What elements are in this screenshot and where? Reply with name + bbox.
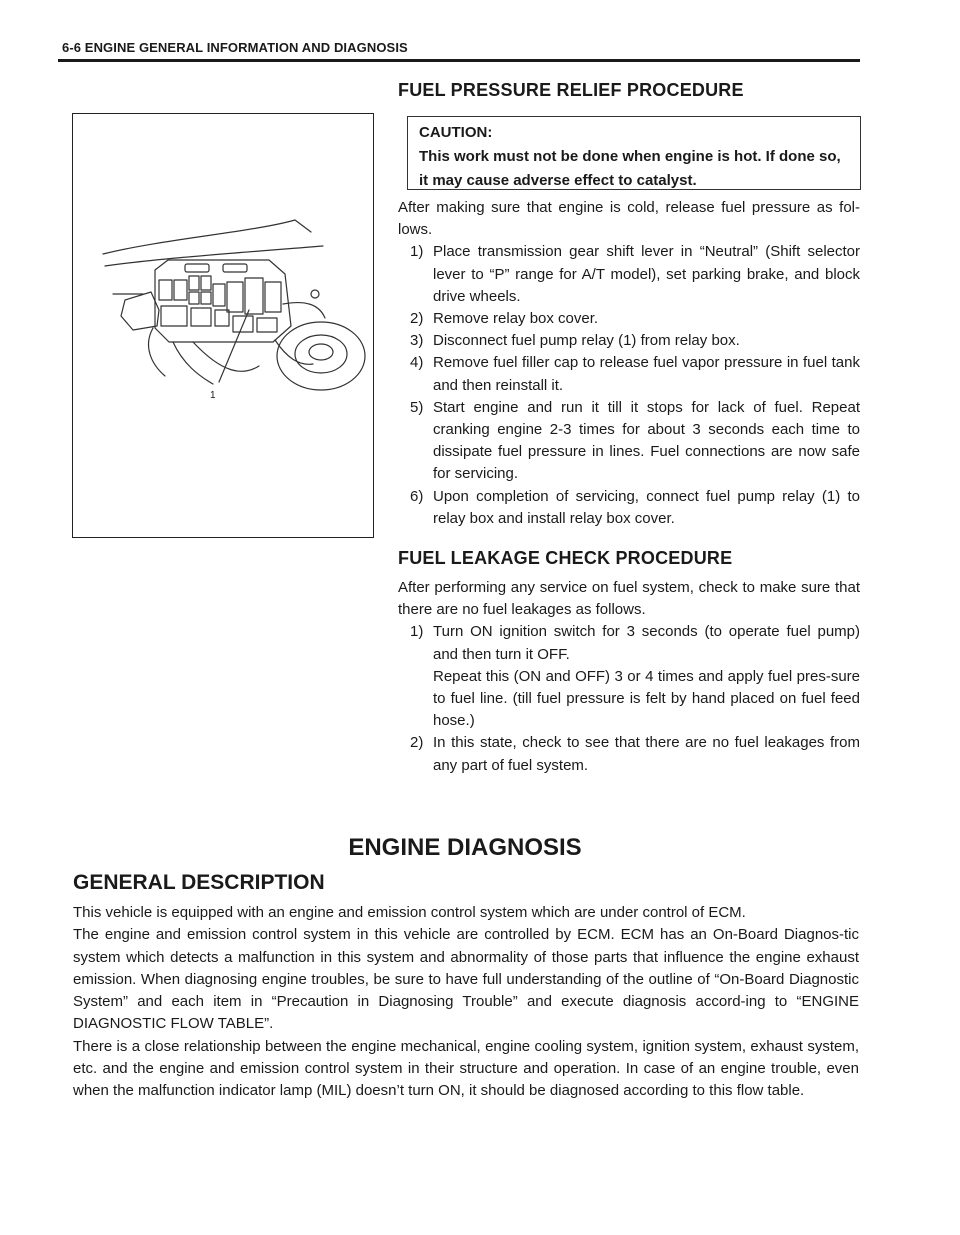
relay-box-figure	[72, 113, 374, 538]
caution-text: This work must not be done when engine is hot. If done so, it may cause adverse effect to catalyst.	[419, 148, 841, 189]
general-description-body	[73, 902, 859, 1103]
header-rule	[58, 59, 860, 62]
list-item: 1) Place transmission gear shift lever in “Neutral” (Shift selector lever to “P” range for A/T model), set parking brake, and block drive wheels.	[410, 243, 860, 305]
relief-intro: After making sure that engine is cold, release fuel pressure as fol-lows.	[398, 199, 860, 239]
paragraph: This vehicle is equipped with an engine and emission control system which are under control of ECM.	[73, 904, 746, 921]
paragraph: The engine and emission control system in this vehicle are controlled by ECM. ECM has an On-Board Diagnos-tic system which detects a malfunction in this system and abnormality of those parts that influence the engine exhaust emission. When diagnosing engine troubles, be sure to have full understanding of the outline of “On-Board Diagnostic System” and each item in “Precaution in Diagnosing Trouble” and execute diagnosis accord-ing to “ENGINE DIAGNOSTIC FLOW TABLE”.	[73, 926, 859, 1033]
engine-diagnosis-title: ENGINE DIAGNOSIS	[348, 834, 582, 861]
leakage-body	[398, 577, 860, 777]
list-item: 4) Remove fuel filler cap to release fuel vapor pressure in fuel tank and then reinstall it.	[410, 354, 860, 394]
general-description-title: GENERAL DESCRIPTION	[73, 871, 325, 894]
caution-title: CAUTION:	[419, 124, 493, 141]
page-header: 6-6 ENGINE GENERAL INFORMATION AND DIAGNOSIS	[62, 40, 408, 55]
caution-box	[407, 116, 861, 190]
list-item: 1) Turn ON ignition switch for 3 seconds (to operate fuel pump) and then turn it OFF. Repeat this (ON and OFF) 3 or 4 times and apply fuel pres-sure to fuel line. (till fuel pressure is felt by hand placed on fuel feed hose.)	[410, 623, 860, 730]
paragraph: There is a close relationship between the engine mechanical, engine cooling system, ignition system, exhaust system, etc. and the engine and emission control system in their structure and operation. In case of an engine trouble, even when the malfunction indicator lamp (MIL) doesn’t turn ON, it should be diagnosed according to this flow table.	[73, 1037, 859, 1100]
relay-box-illustration-icon	[73, 114, 373, 536]
list-item: 2) In this state, check to see that there are no fuel leakages from any part of fuel system.	[410, 734, 860, 774]
relief-steps	[398, 241, 860, 530]
leakage-title: FUEL LEAKAGE CHECK PROCEDURE	[398, 548, 733, 568]
list-item: 6) Upon completion of servicing, connect fuel pump relay (1) to relay box and install relay box cover.	[410, 487, 860, 527]
relief-title: FUEL PRESSURE RELIEF PROCEDURE	[398, 80, 744, 100]
list-item: 2) Remove relay box cover.	[410, 310, 599, 328]
list-item: 3) Disconnect fuel pump relay (1) from relay box.	[410, 332, 740, 350]
leakage-steps	[398, 621, 860, 776]
relief-body	[398, 197, 860, 530]
list-item: 5) Start engine and run it till it stops for lack of fuel. Repeat cranking engine 2-3 times for about 3 seconds each time to dissipate fuel pressure in lines. Fuel connections are now safe for servicing.	[410, 398, 860, 483]
leakage-intro: After performing any service on fuel system, check to make sure that there are no fuel leakages as follows.	[398, 579, 860, 619]
callout-label: 1	[210, 390, 216, 401]
